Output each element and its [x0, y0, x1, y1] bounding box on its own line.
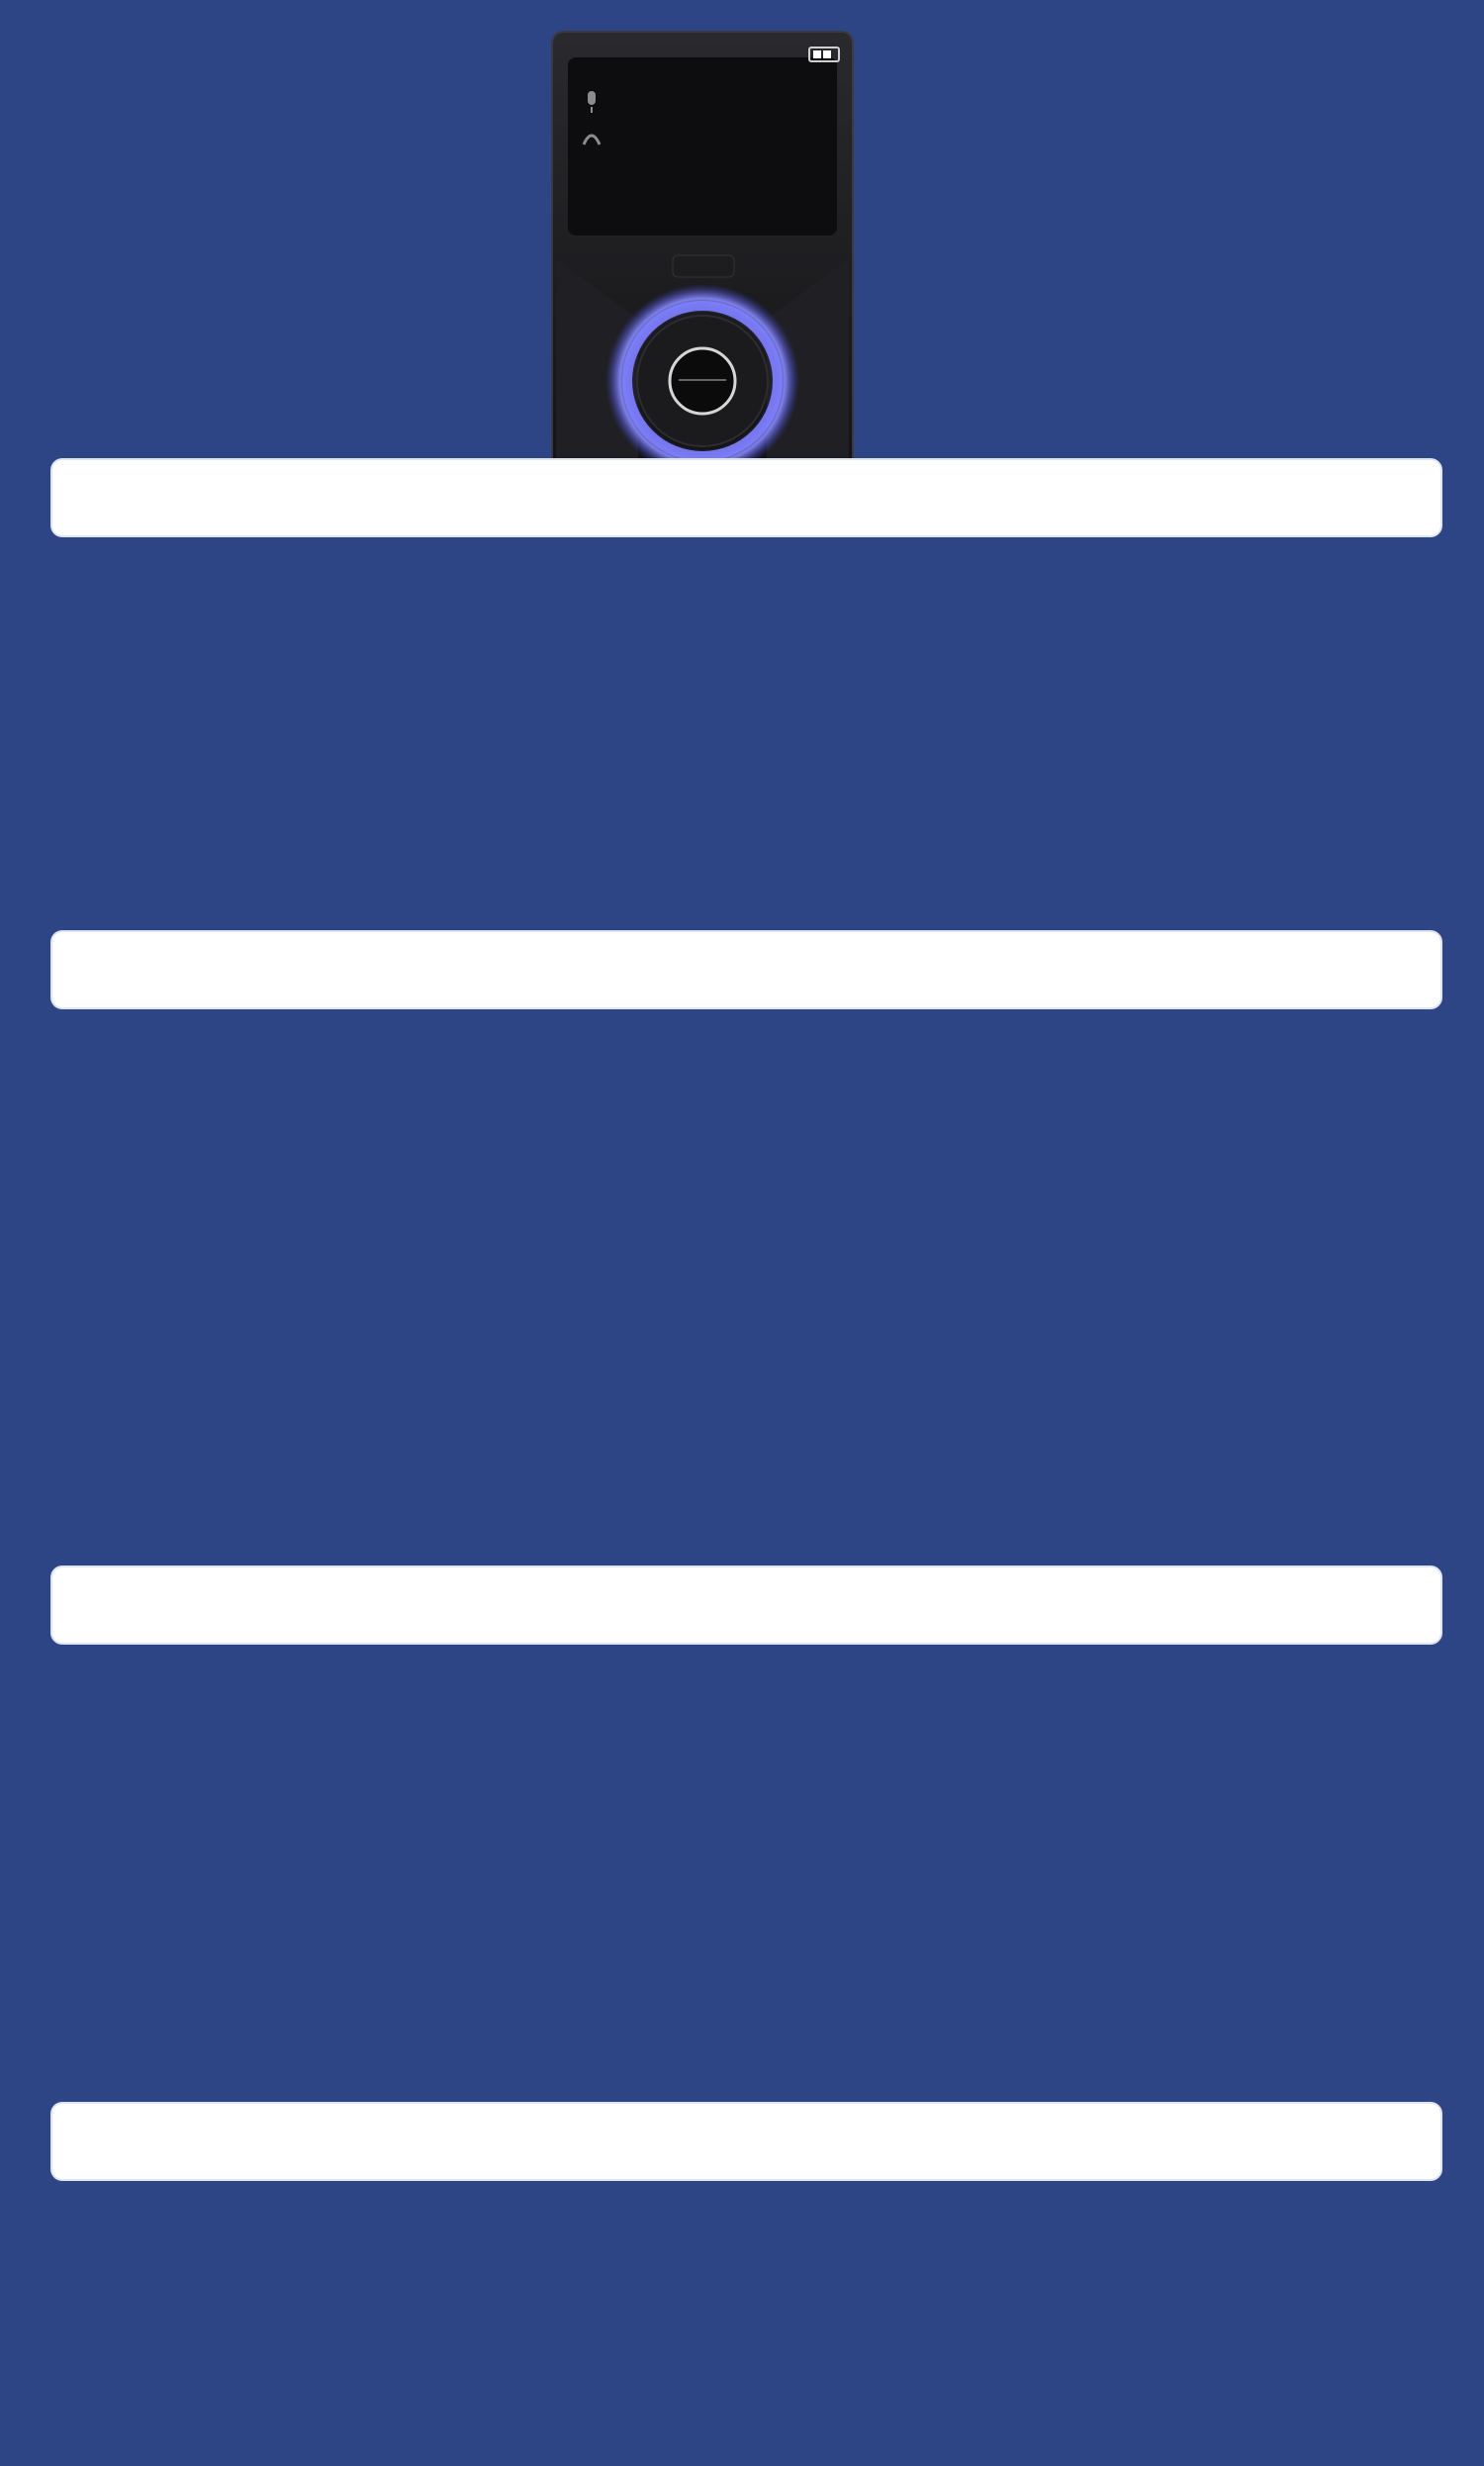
microphone-input-section [52, 460, 1440, 535]
sound-card-device-image [544, 22, 861, 462]
section-title [52, 932, 1440, 1007]
section-title [52, 1567, 1440, 1643]
section-title [52, 460, 1440, 535]
headphone-output-section [52, 1567, 1440, 1643]
other-section [52, 2104, 1440, 2179]
volume-knob [670, 348, 735, 414]
music-input-section [52, 932, 1440, 1007]
section-title [52, 2104, 1440, 2179]
display-panel [568, 57, 837, 236]
logo-plate [673, 255, 734, 277]
